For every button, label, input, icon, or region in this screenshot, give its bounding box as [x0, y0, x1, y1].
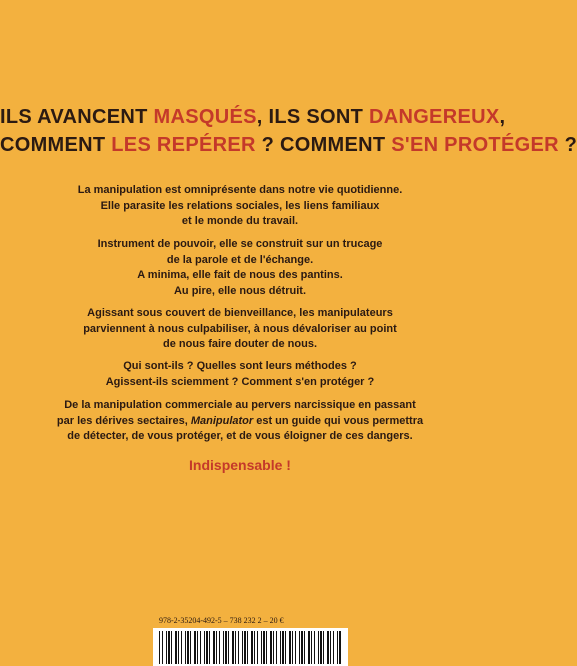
paragraph-line: de détecter, de vous protéger, et de vous éloigner de ces dangers. — [67, 430, 413, 443]
barcode-bar — [263, 631, 265, 664]
barcode-bar — [235, 631, 236, 664]
barcode-bar — [308, 631, 310, 664]
barcode-bar — [251, 631, 253, 664]
headline-highlight: S'EN PROTÉGER — [391, 134, 559, 156]
barcode-bar — [238, 631, 239, 664]
barcode-bar — [285, 631, 286, 664]
barcode-bar — [223, 631, 224, 664]
paragraph-line: Elle parasite les relations sociales, les liens familiaux — [100, 199, 380, 212]
barcode-bar — [257, 631, 258, 664]
barcode-bar — [225, 631, 227, 664]
paragraph-line: de la parole et de l'échange. — [166, 253, 314, 266]
barcode-bar — [213, 631, 215, 664]
paragraph-3 — [0, 306, 480, 353]
barcode-bar — [289, 631, 291, 664]
barcode-bar — [219, 631, 220, 664]
barcode-bar — [200, 631, 201, 664]
barcode-bar — [187, 631, 189, 664]
barcode-bar — [270, 631, 272, 664]
barcode-bar — [209, 631, 210, 664]
barcode-bar — [330, 631, 331, 664]
paragraph-line — [0, 414, 480, 430]
barcode-bar — [232, 631, 234, 664]
paragraph-line: Au pire, elle nous détruit. — [173, 284, 307, 297]
barcode-bar — [254, 631, 255, 664]
headline-text: , — [499, 106, 506, 128]
isbn-price-line: 978-2-35204-492-5 – 738 232 2 – 20 € — [159, 616, 284, 625]
barcode-bars — [159, 631, 342, 664]
barcode-bar — [314, 631, 315, 664]
barcode-bar — [339, 631, 341, 664]
barcode-bar — [185, 631, 186, 664]
barcode-bar — [323, 631, 324, 664]
paragraph-line: Agissant sous couvert de bienveillance, les manipulateurs — [87, 307, 393, 319]
paragraph-1 — [0, 183, 480, 230]
paragraph-5 — [0, 398, 480, 445]
barcode-bar — [273, 631, 274, 664]
barcode-bar — [166, 631, 167, 664]
paragraph-line: Agissent-ils sciemment ? Comment s'en protéger ? — [105, 375, 375, 388]
headline-text: , ILS SONT — [256, 106, 369, 128]
barcode-bar — [261, 631, 262, 664]
paragraph-line: parviennent à nous culpabiliser, à nous dévaloriser au point — [83, 322, 397, 335]
barcode-bar — [244, 631, 246, 664]
barcode-bar — [204, 631, 205, 664]
barcode-bar — [337, 631, 338, 664]
paragraph-line: De la manipulation commerciale au pervers narcissique en passant — [64, 399, 416, 411]
paragraph-line: A minima, elle fait de nous des pantins. — [137, 269, 343, 282]
barcode-bar — [197, 631, 198, 664]
barcode-bar — [282, 631, 284, 664]
barcode-bar — [333, 631, 334, 664]
paragraph-text: par les dérives sectaires, — [56, 414, 191, 427]
barcode-bar — [228, 631, 229, 664]
tagline: Indispensable ! — [189, 457, 291, 473]
headline-highlight: MASQUÉS — [153, 106, 257, 128]
headline-highlight: DANGEREUX — [368, 106, 500, 128]
barcode-bar — [171, 631, 172, 664]
barcode-bar — [311, 631, 312, 664]
paragraph-line: Qui sont-ils ? Quelles sont leurs méthodes ? — [123, 360, 357, 372]
barcode-bar — [304, 631, 305, 664]
barcode-bar — [162, 631, 163, 664]
barcode-bar — [242, 631, 243, 664]
barcode-bar — [266, 631, 267, 664]
paragraph-2 — [0, 237, 480, 299]
barcode-bar — [190, 631, 191, 664]
headline-text: ? COMMENT — [255, 134, 392, 156]
barcode-bar — [320, 631, 322, 664]
headline-text: ILS AVANCENT — [0, 106, 154, 128]
headline-line-2 — [0, 131, 577, 159]
paragraph-line: La manipulation est omniprésente dans notre vie quotidienne. — [77, 184, 403, 196]
barcode-bar — [276, 631, 277, 664]
headline — [0, 103, 577, 159]
headline-highlight: LES REPÉRER — [111, 134, 256, 156]
barcode-bar — [181, 631, 182, 664]
paragraph-line: et le monde du travail. — [181, 215, 299, 228]
barcode-bar — [168, 631, 170, 664]
barcode — [153, 628, 348, 666]
barcode-bar — [194, 631, 196, 664]
barcode-bar — [295, 631, 296, 664]
barcode-bar — [280, 631, 281, 664]
barcode-bar — [216, 631, 217, 664]
barcode-bar — [299, 631, 300, 664]
headline-text: COMMENT — [0, 134, 112, 156]
book-title: Manipulator — [190, 414, 254, 427]
barcode-bar — [175, 631, 177, 664]
paragraph-line: Instrument de pouvoir, elle se construit sur un trucage — [97, 238, 383, 250]
paragraph-line: de nous faire douter de nous. — [162, 338, 318, 351]
paragraph-4 — [0, 359, 480, 390]
barcode-bar — [247, 631, 248, 664]
headline-line-1 — [0, 103, 506, 131]
barcode-bar — [206, 631, 208, 664]
barcode-bar — [292, 631, 293, 664]
barcode-bar — [301, 631, 303, 664]
barcode-bar — [159, 631, 160, 664]
barcode-bar — [318, 631, 319, 664]
paragraph-text: est un guide qui vous permettra — [253, 414, 424, 427]
barcode-bar — [178, 631, 179, 664]
headline-text: ? — [558, 134, 577, 156]
barcode-bar — [327, 631, 329, 664]
